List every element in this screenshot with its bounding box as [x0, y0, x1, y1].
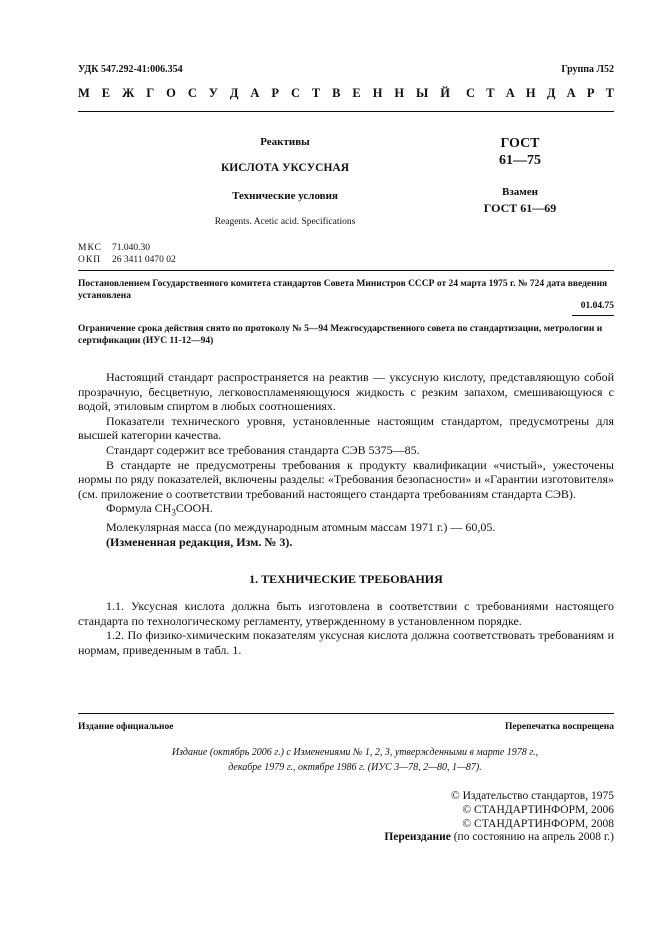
edition-line-2: декабре 1979 г., октябре 1986 г. (ИУС 3—78, 2—80, 1—87). — [228, 762, 482, 773]
banner-letter: О — [166, 86, 176, 100]
banner-letter: С — [187, 86, 197, 100]
banner-letter: Т — [486, 86, 495, 100]
effective-date: 01.04.75 — [580, 301, 614, 311]
standard-banner — [78, 86, 614, 101]
reissue-note: (по состоянию на апрель 2008 г.) — [453, 831, 614, 844]
udk-code: УДК 547.292-41:006.354 — [78, 64, 183, 75]
banner-letter: С — [290, 86, 300, 100]
molecular-mass: Молекулярная масса (по международным атомным массам 1971 г.) — 60,05. — [106, 520, 496, 535]
banner-letter: У — [208, 86, 218, 100]
banner-letter: Е — [101, 86, 111, 100]
banner-letter: А — [250, 86, 260, 100]
banner-letter: Ж — [122, 86, 135, 100]
english-title: Reagents. Acetic acid. Specifications — [214, 217, 356, 227]
section-1-text — [78, 599, 614, 657]
date-underline — [572, 315, 614, 316]
classification-codes — [78, 242, 176, 266]
banner-letter: Е — [352, 86, 361, 100]
banner-letter: М — [78, 86, 90, 100]
copyright-1: © Издательство стандартов, 1975 — [450, 790, 614, 802]
edition-note — [120, 745, 590, 775]
gost-label: ГОСТ — [500, 136, 540, 151]
banner-letter: В — [332, 86, 341, 100]
banner-letter: С — [466, 86, 476, 100]
intro-paragraph-2: Показатели технического уровня, установленные настоящим стандартом, предусмотрены для высшей категории качества. — [78, 413, 614, 443]
okp-value: 26 3411 0470 02 — [112, 255, 176, 265]
section-1-title: 1. ТЕХНИЧЕСКИЕ ТРЕБОВАНИЯ — [249, 572, 443, 586]
gost-number: 61—75 — [499, 153, 541, 168]
intro-paragraph-3: Стандарт содержит все требования стандарта СЭВ 5375—85. — [106, 442, 420, 457]
reissue-line — [330, 831, 614, 845]
banner-letter: Д — [229, 86, 239, 100]
banner-letter: Д — [546, 86, 556, 100]
top-rule — [78, 111, 614, 112]
doc-title: КИСЛОТА УКСУСНАЯ — [220, 162, 350, 174]
doc-category: Реактивы — [260, 136, 310, 148]
banner-letter: А — [566, 86, 576, 100]
banner-letter: Н — [394, 86, 405, 100]
formula-subscript: 3 — [171, 507, 176, 518]
banner-letter: А — [505, 86, 515, 100]
banner-letter: Р — [586, 86, 595, 100]
banner-letter: Г — [146, 86, 155, 100]
intro-paragraph-4: В стандарте не предусмотрены требования к продукту квалификации «чистый», ужесточены нормы по ряду показателей, включены разделы: «Требования безопасности» и «Гарантии изготовителя» (см. приложение о соответствии требований настоящего стандарта требованиям стандарта СЭВ). — [78, 457, 614, 501]
banner-letter: Н — [525, 86, 536, 100]
decree-text: Постановлением Государственного комитета стандартов Совета Министров СССР от 24 марта 1975 г. № 724 дата введения установлена — [78, 279, 608, 301]
copyright-block — [330, 790, 614, 845]
footer-rule — [78, 713, 614, 714]
banner-letter: Р — [271, 86, 280, 100]
replaces-gost: ГОСТ 61—69 — [483, 201, 557, 215]
clause-1-1: 1.1. Уксусная кислота должна быть изготовлена в соответствии с требованиями настоящего стандарта по технологическому регламенту, утвержденному в установленном порядке. — [78, 599, 614, 628]
doc-subtitle: Технические условия — [232, 190, 338, 202]
group-code: Группа Л52 — [561, 64, 614, 75]
banner-letter: Т — [311, 86, 321, 100]
mks-label: МКС — [78, 243, 102, 253]
intro-text — [78, 370, 614, 550]
edition-line-1: Издание (октябрь 2006 г.) с Изменениями № 1, 2, 3, утвержденными в марте 1978 г., — [171, 747, 539, 758]
intro-paragraph-1: Настоящий стандарт распространяется на реактив — уксусную кислоту, представляющую собой прозрачную, бесцветную, легковоспламеняющуюся жидкость с резким запахом, смешивающуюся с водой, этиловым спиртом в любых соотношениях. — [78, 370, 614, 414]
reprint-prohibited: Перепечатка воспрещена — [504, 722, 614, 732]
clause-1-2: 1.2. По физико-химическим показателям уксусная кислота должна соответствовать требованиям и нормам, приведенным в табл. 1. — [78, 628, 614, 657]
formula-prefix: Формула CH — [106, 501, 172, 516]
banner-letter: Й — [440, 86, 450, 100]
formula-suffix: COOH. — [175, 501, 213, 516]
restriction-note: Ограничение срока действия снято по протоколу № 5—94 Межгосударственного совета по стандартизации, метрологии и сертификации (ИУС 11-12—94) — [78, 324, 603, 346]
copyright-3: © СТАНДАРТИНФОРМ, 2008 — [462, 817, 614, 830]
banner-letter: Ы — [416, 86, 429, 100]
revision-note: (Измененная редакция, Изм. № 3). — [106, 534, 293, 549]
mks-value: 71.040.30 — [112, 243, 150, 253]
banner-letter: Т — [605, 86, 614, 100]
footer-row — [78, 722, 614, 732]
formula — [78, 501, 614, 520]
okp-label: ОКП — [78, 255, 102, 265]
official-edition: Издание официальное — [78, 722, 174, 732]
replaces-label: Взамен — [502, 186, 538, 198]
mid-rule — [78, 270, 614, 271]
banner-right — [466, 86, 614, 101]
reissue-label: Переиздание — [384, 831, 451, 844]
copyright-2: © СТАНДАРТИНФОРМ, 2006 — [462, 803, 614, 816]
banner-letter: Н — [372, 86, 383, 100]
header-row — [78, 64, 614, 75]
banner-left — [78, 86, 450, 101]
